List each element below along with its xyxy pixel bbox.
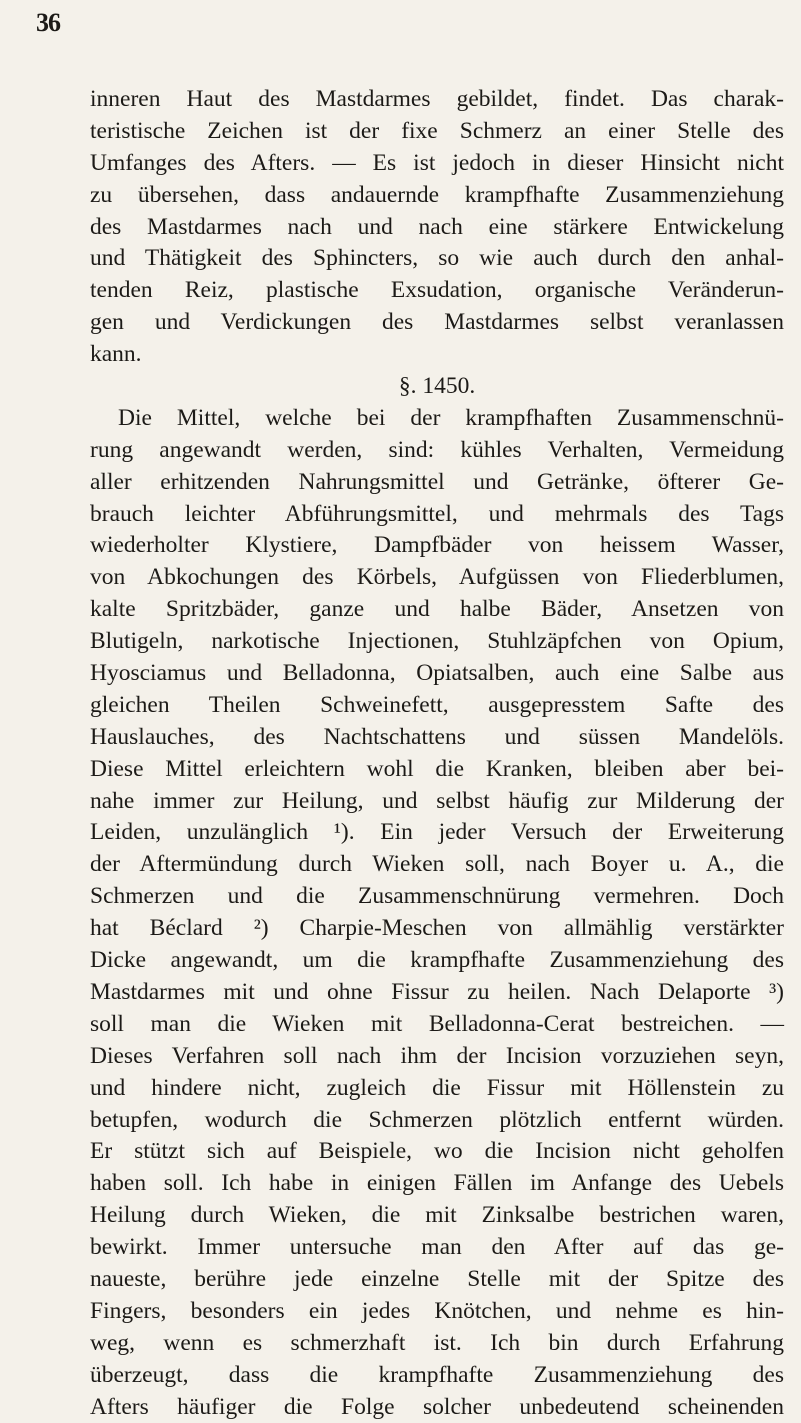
text-line: zu übersehen, dass andauernde krampfhafte Zusammenziehung [90,181,784,208]
text-line: Dicke angewandt, um die krampfhafte Zusammenziehung des [90,947,784,974]
text-line: von Abkochungen des Körbels, Aufgüssen von Fliederblumen, [90,564,784,591]
text-line: haben soll. Ich habe in einigen Fällen im Anfange des Uebels [90,1170,784,1197]
text-line: Mastdarmes mit und ohne Fissur zu heilen. Nach Delaporte ³) [90,978,784,1005]
page-number: 36 [36,8,60,37]
text-line: soll man die Wieken mit Belladonna-Cerat bestreichen. — [90,1010,784,1037]
text-line: inneren Haut des Mastdarmes gebildet, findet. Das charak- [90,86,784,112]
text-line: Er stützt sich auf Beispiele, wo die Incision nicht geholfen [90,1138,784,1165]
text-line: rung angewandt werden, sind: kühles Verhalten, Vermeidung [90,436,784,463]
text-line: gen und Verdickungen des Mastdarmes selbst veranlassen [90,309,784,336]
text-line: naueste, berühre jede einzelne Stelle mit der Spitze des [90,1265,784,1292]
text-line: Umfanges des Afters. — Es ist jedoch in dieser Hinsicht nicht [90,149,784,176]
text-line: Hauslauches, des Nachtschattens und süssen Mandelöls. [90,723,784,750]
text-line: Diese Mittel erleichtern wohl die Kranken, bleiben aber bei- [90,755,784,782]
text-line: bewirkt. Immer untersuche man den After auf das ge- [90,1234,784,1261]
text-line: Schmerzen und die Zusammenschnürung vermehren. Doch [90,883,784,910]
text-line: und Thätigkeit des Sphincters, so wie auch durch den anhal- [90,245,784,272]
text-line: betupfen, wodurch die Schmerzen plötzlich entfernt würden. [90,1106,784,1133]
text-line: überzeugt, dass die krampfhafte Zusammenziehung des [90,1361,784,1388]
text-line: kalte Spritzbäder, ganze und halbe Bäder, Ansetzen von [90,596,784,623]
text-line: aller erhitzenden Nahrungsmittel und Getränke, öfterer Ge- [90,468,784,495]
text-line: nahe immer zur Heilung, und selbst häufig zur Milderung der [90,787,784,814]
text-line: wiederholter Klystiere, Dampfbäder von heissem Wasser, [90,532,784,559]
text-line: Leiden, unzulänglich ¹). Ein jeder Versuch der Erweiterung [90,819,784,846]
section-heading: §. 1450. [398,373,476,400]
text-line: Hyosciamus und Belladonna, Opiatsalben, auch eine Salbe aus [90,660,784,687]
text-line: des Mastdarmes nach und nach eine stärkere Entwickelung [90,213,784,240]
text-line: und hindere nicht, zugleich die Fissur mit Höllenstein zu [90,1074,784,1101]
text-line: Heilung durch Wieken, die mit Zinksalbe bestrichen waren, [90,1202,784,1229]
text-line: Blutigeln, narkotische Injectionen, Stuhlzäpfchen von Opium, [90,628,784,655]
text-line: der Aftermündung durch Wieken soll, nach Boyer u. A., die [90,851,784,878]
text-line: weg, wenn es schmerzhaft ist. Ich bin durch Erfahrung [90,1329,784,1356]
text-line: teristische Zeichen ist der fixe Schmerz an einer Stelle des [90,117,784,144]
text-line: Fingers, besonders ein jedes Knötchen, und nehme es hin- [90,1297,784,1324]
text-line: Dieses Verfahren soll nach ihm der Incision vorzuziehen seyn, [90,1042,784,1069]
text-line: tenden Reiz, plastische Exsudation, organische Veränderun- [90,277,784,304]
text-line: hat Béclard ²) Charpie-Meschen von allmählig verstärkter [90,915,784,942]
text-line: Afters häufiger die Folge solcher unbedeutend scheinenden [90,1393,784,1420]
text-line: gleichen Theilen Schweinefett, ausgepresstem Safte des [90,691,784,718]
text-line: kann. [90,341,142,368]
text-line: brauch leichter Abführungsmittel, und mehrmals des Tags [90,500,784,527]
body-text [90,84,784,1423]
text-line: Die Mittel, welche bei der krampfhaften Zusammenschnü- [118,404,784,431]
